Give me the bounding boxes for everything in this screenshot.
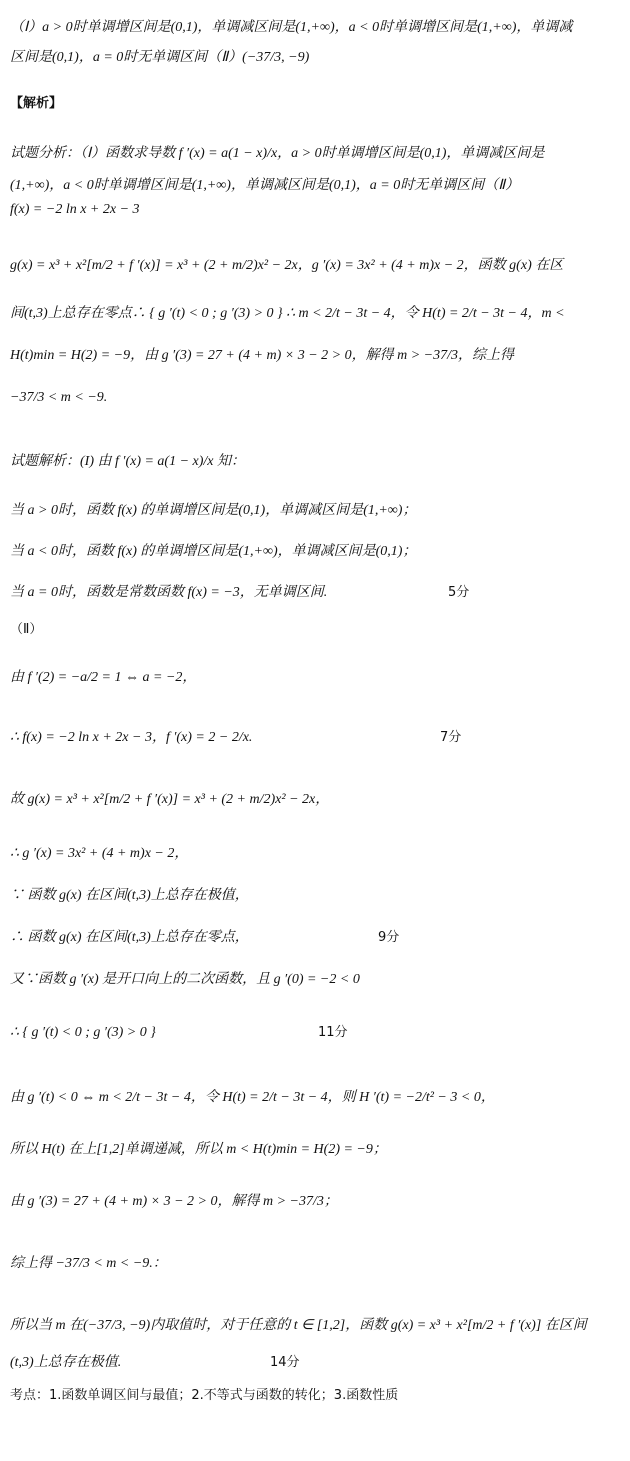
solution-line-6: ∴ f(x) = −2 ln x + 2x − 3，f ′(x) = 2 − 2/x. [10, 730, 253, 745]
answer-line-2: 区间是(0,1)，a = 0时无单调区间（Ⅱ）(−37/3, −9) [10, 50, 310, 65]
solution-line-2: 当 a > 0时，函数 f(x) 的单调增区间是(0,1)，单调减区间是(1,+∞)； [10, 503, 417, 518]
score-11: 11分 [318, 1025, 348, 1040]
part-2-label: （Ⅱ） [10, 622, 43, 637]
solution-line-9: ∵ 函数 g(x) 在区间(t,3)上总存在极值， [10, 888, 249, 903]
solution-line-5: 由 f ′(2) = −a/2 = 1 ⇔ a = −2， [10, 670, 197, 685]
solution-line-14: 所以 H(t) 在上[1,2]单调递减，所以 m < H(t)min = H(2) = −9； [10, 1142, 387, 1157]
solution-line-10: ∴ 函数 g(x) 在区间(t,3)上总存在零点， [10, 930, 249, 945]
solution-line-18: (t,3)上总存在极值. [10, 1355, 122, 1370]
solution-line-3: 当 a < 0时，函数 f(x) 的单调增区间是(1,+∞)，单调减区间是(0,1)； [10, 544, 417, 559]
analysis-line-4: g(x) = x³ + x²[m/2 + f ′(x)] = x³ + (2 + m/2)x² − 2x，g ′(x) = 3x² + (4 + m)x − 2，函数 g(x) 在区 [10, 258, 564, 273]
solution-line-7: 故 g(x) = x³ + x²[m/2 + f ′(x)] = x³ + (2 + m/2)x² − 2x， [10, 792, 330, 807]
solution-line-17: 所以当 m 在(−37/3, −9)内取值时，对于任意的 t ∈ [1,2]，函数 g(x) = x³ + x²[m/2 + f ′(x)] 在区间 [10, 1318, 587, 1333]
analysis-line-6: H(t)min = H(2) = −9，由 g ′(3) = 27 + (4 + m) × 3 − 2 > 0，解得 m > −37/3，综上得 [10, 348, 514, 363]
solution-line-12: ∴ { g ′(t) < 0 ; g ′(3) > 0 } [10, 1025, 156, 1040]
analysis-heading: 【解析】 [10, 96, 63, 111]
score-7: 7分 [440, 730, 462, 745]
solution-line-11: 又∵函数 g ′(x) 是开口向上的二次函数，且 g ′(0) = −2 < 0 [10, 972, 360, 987]
analysis-line-3: f(x) = −2 ln x + 2x − 3 [10, 202, 140, 217]
knowledge-points: 考点：1.函数单调区间与最值；2.不等式与函数的转化；3.函数性质 [10, 1388, 399, 1403]
analysis-line-5: 间(t,3)上总存在零点∴ { g ′(t) < 0 ; g ′(3) > 0 } ∴ m < 2/t − 3t − 4，令 H(t) = 2/t − 3t − 4，m < [10, 306, 565, 321]
score-14: 14分 [270, 1355, 300, 1370]
solution-line-13: 由 g ′(t) < 0 ⇔ m < 2/t − 3t − 4，令 H(t) = 2/t − 3t − 4，则 H ′(t) = −2/t² − 3 < 0， [10, 1090, 495, 1105]
analysis-line-2: (1,+∞)，a < 0时单调增区间是(1,+∞)，单调减区间是(0,1)，a = 0时无单调区间（Ⅱ） [10, 178, 520, 193]
solution-line-15: 由 g ′(3) = 27 + (4 + m) × 3 − 2 > 0，解得 m > −37/3； [10, 1194, 338, 1209]
solution-line-16: 综上得 −37/3 < m < −9.： [10, 1256, 167, 1271]
solution-line-8: ∴ g ′(x) = 3x² + (4 + m)x − 2， [10, 846, 189, 861]
score-9: 9分 [378, 930, 400, 945]
answer-line-1: （Ⅰ）a > 0时单调增区间是(0,1)，单调减区间是(1,+∞)，a < 0时单调增区间是(1,+∞)，单调减 [10, 20, 573, 35]
score-5: 5分 [448, 585, 470, 600]
solution-line-1: 试题解析：(I) 由 f ′(x) = a(1 − x)/x 知： [10, 454, 246, 469]
analysis-line-1: 试题分析：（Ⅰ）函数求导数 f ′(x) = a(1 − x)/x，a > 0时单调增区间是(0,1)，单调减区间是 [10, 146, 545, 161]
analysis-line-7: −37/3 < m < −9. [10, 390, 108, 405]
solution-line-4: 当 a = 0时，函数是常数函数 f(x) = −3，无单调区间. [10, 585, 328, 600]
